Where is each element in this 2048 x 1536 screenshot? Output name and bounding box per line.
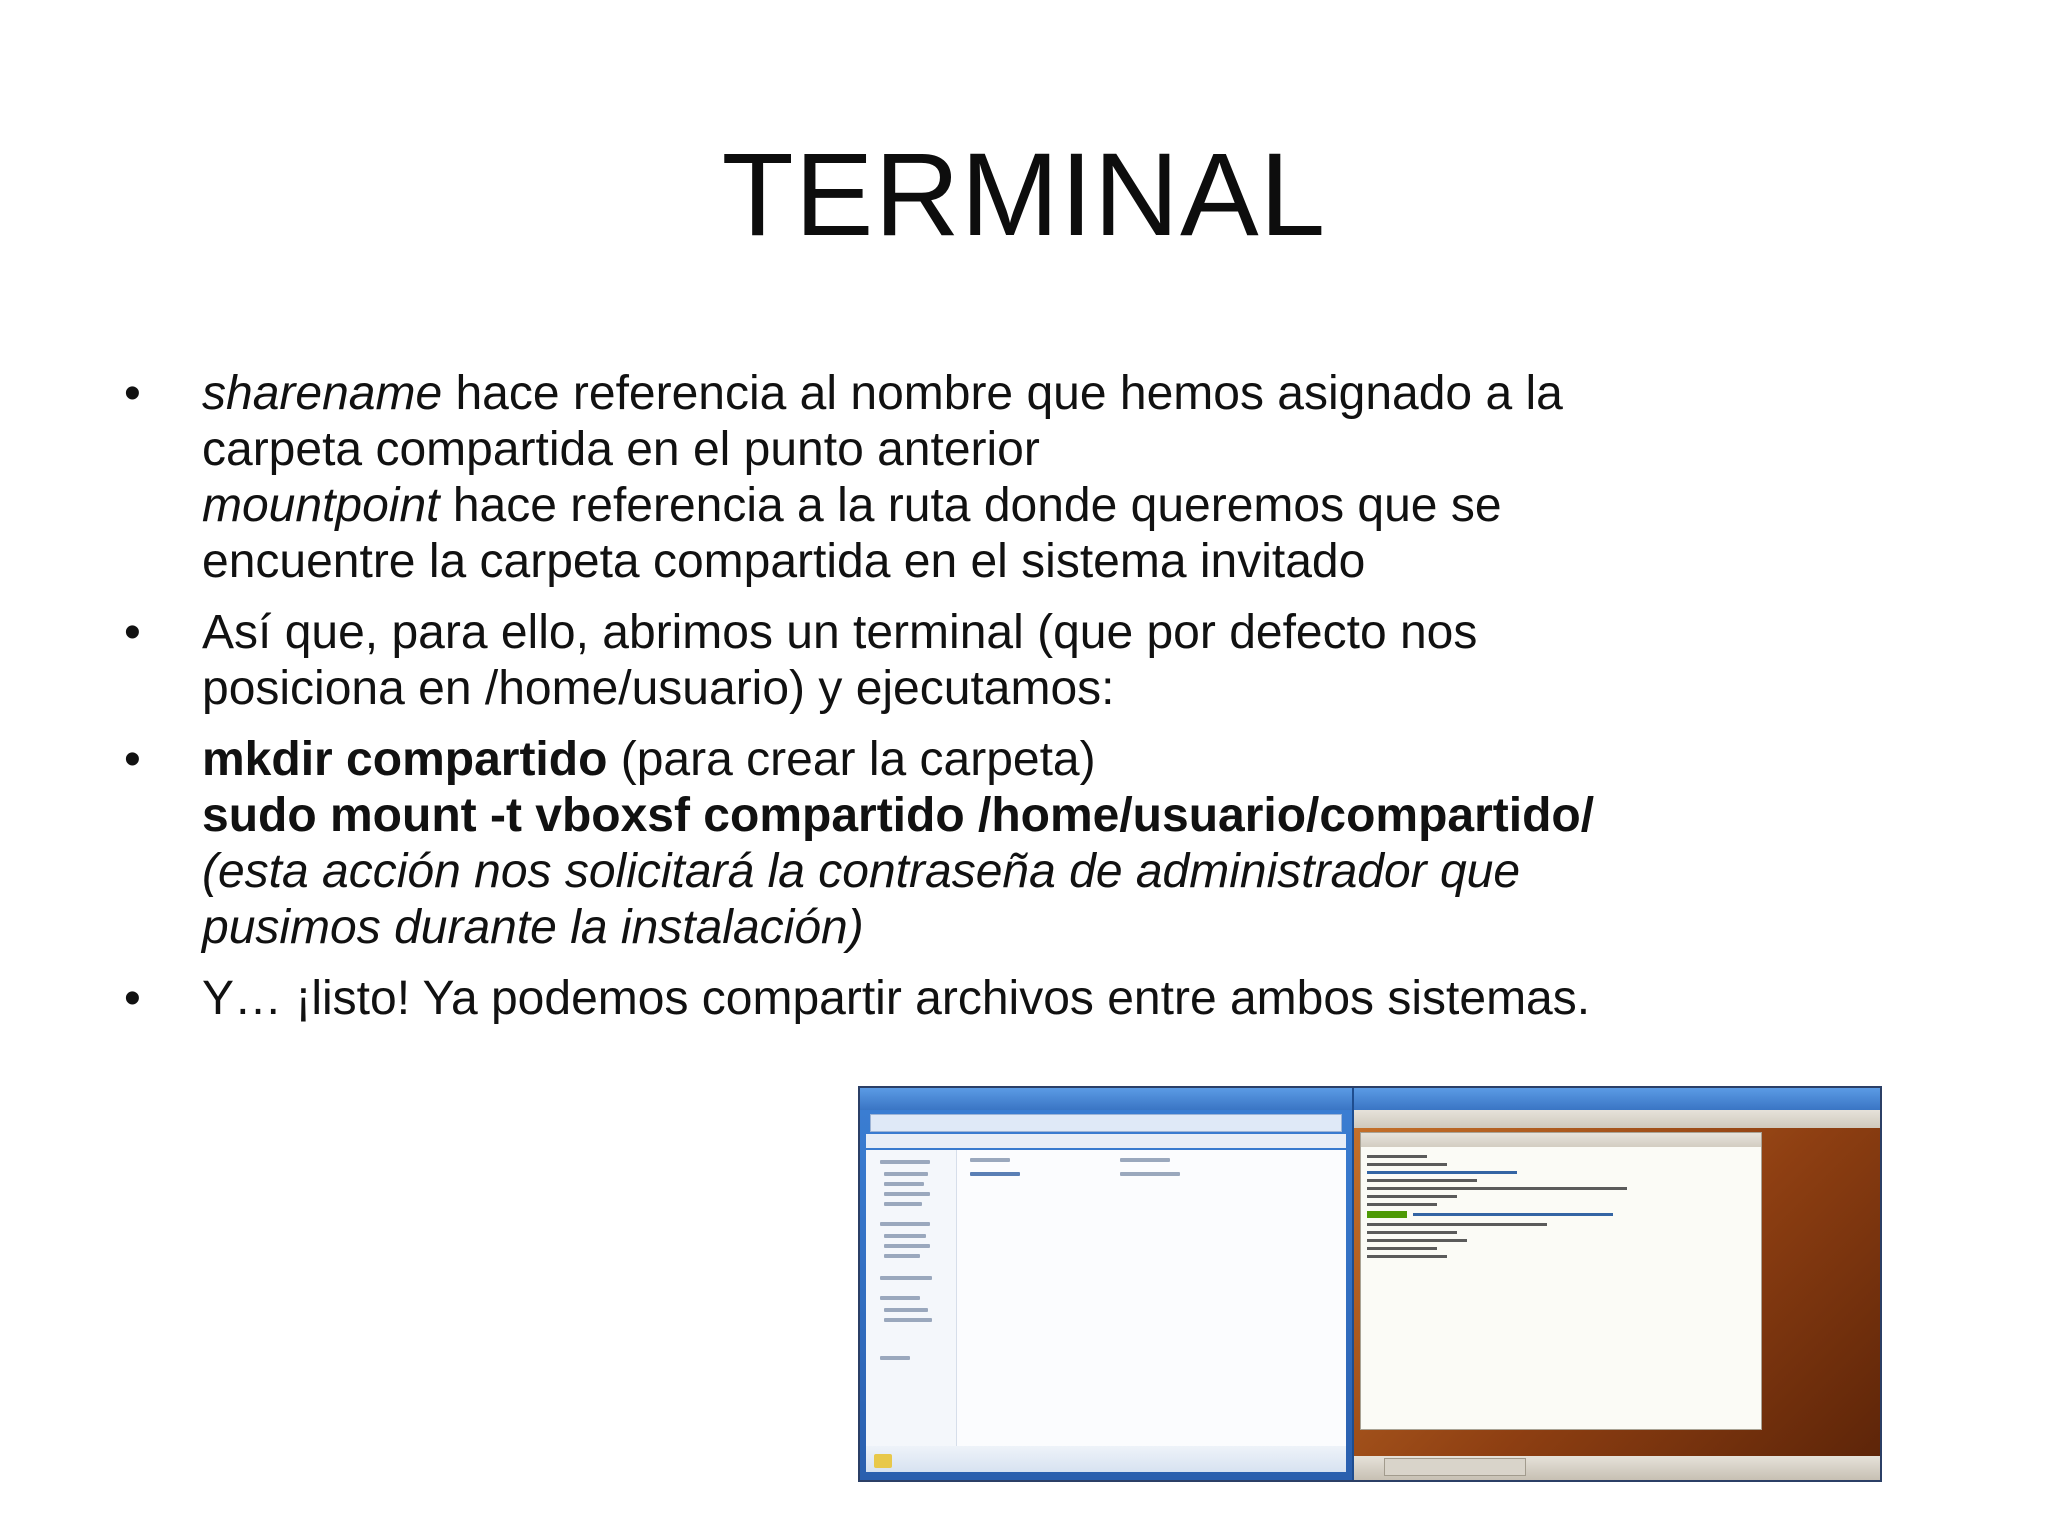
terminal-line bbox=[1367, 1163, 1447, 1166]
nav-item bbox=[884, 1244, 930, 1248]
bullet-line: carpeta compartida en el punto anterior bbox=[202, 423, 1040, 476]
nav-item bbox=[884, 1234, 926, 1238]
address-bar bbox=[870, 1114, 1342, 1132]
bullet-line: pusimos durante la instalación) bbox=[202, 901, 864, 954]
terminal-line bbox=[1413, 1213, 1613, 1216]
file-item bbox=[970, 1172, 1020, 1176]
terminal-window bbox=[1360, 1132, 1762, 1430]
bullet-list bbox=[120, 366, 1770, 1042]
nav-item bbox=[884, 1192, 930, 1196]
explorer-status-bar bbox=[866, 1446, 1346, 1472]
window-titlebar bbox=[1354, 1088, 1882, 1110]
terminal-line bbox=[1367, 1179, 1477, 1182]
file-item bbox=[1120, 1172, 1180, 1176]
terminal-line bbox=[1367, 1187, 1627, 1190]
bullet-marker: • bbox=[124, 733, 141, 786]
terminal-line bbox=[1367, 1223, 1547, 1226]
bullet-item-1 bbox=[120, 366, 1770, 590]
slide-title: TERMINAL bbox=[721, 129, 1327, 261]
column-header bbox=[1120, 1158, 1170, 1162]
column-header bbox=[970, 1158, 1010, 1162]
bullet-item-4 bbox=[120, 971, 1770, 1027]
bullet-line: encuentre la carpeta compartida en el sistema invitado bbox=[202, 535, 1366, 588]
nav-item bbox=[880, 1160, 930, 1164]
bullet-marker: • bbox=[124, 972, 141, 1025]
bullet-item-3 bbox=[120, 732, 1770, 956]
taskbar-button bbox=[1384, 1458, 1526, 1476]
nav-item bbox=[884, 1308, 928, 1312]
bullet-line: Así que, para ello, abrimos un terminal (que por defecto nos bbox=[202, 606, 1478, 659]
terminal-line bbox=[1367, 1195, 1457, 1198]
bullet-line: sharename hace referencia al nombre que hemos asignado a la bbox=[202, 367, 1563, 420]
nav-item bbox=[884, 1254, 920, 1258]
nav-item bbox=[884, 1318, 932, 1322]
bullet-item-2 bbox=[120, 605, 1770, 717]
nav-item bbox=[880, 1222, 930, 1226]
terminal-line bbox=[1367, 1247, 1437, 1250]
terminal-line bbox=[1367, 1211, 1407, 1218]
nav-item bbox=[884, 1172, 928, 1176]
terminal-menubar bbox=[1361, 1133, 1761, 1147]
nav-item bbox=[884, 1202, 922, 1206]
ubuntu-guest-window bbox=[1354, 1088, 1882, 1480]
nav-item bbox=[884, 1182, 924, 1186]
terminal-line bbox=[1367, 1255, 1447, 1258]
terminal-line bbox=[1367, 1155, 1427, 1158]
explorer-toolbar bbox=[866, 1134, 1346, 1148]
terminal-line bbox=[1367, 1203, 1437, 1206]
desktop-screenshot-image bbox=[858, 1086, 1882, 1482]
terminal-line bbox=[1367, 1239, 1467, 1242]
terminal-line bbox=[1367, 1231, 1457, 1234]
bullet-line: mountpoint hace referencia a la ruta donde queremos que se bbox=[202, 479, 1502, 532]
bullet-line: Y… ¡listo! Ya podemos compartir archivos entre ambos sistemas. bbox=[202, 972, 1591, 1025]
command-line: sudo mount -t vboxsf compartido /home/usuario/compartido/ bbox=[202, 789, 1595, 842]
terminal-line bbox=[1367, 1171, 1517, 1174]
windows-explorer-window bbox=[860, 1088, 1352, 1480]
bullet-marker: • bbox=[124, 367, 141, 420]
nav-item bbox=[880, 1276, 932, 1280]
nav-item bbox=[880, 1356, 910, 1360]
nav-item bbox=[880, 1296, 920, 1300]
bullet-line: mkdir compartido (para crear la carpeta) bbox=[202, 733, 1096, 786]
window-titlebar bbox=[860, 1088, 1352, 1110]
bullet-line: (esta acción nos solicitará la contraseña de administrador que bbox=[202, 845, 1521, 898]
bullet-marker: • bbox=[124, 606, 141, 659]
gnome-top-panel bbox=[1354, 1110, 1882, 1128]
folder-icon bbox=[874, 1454, 892, 1468]
bullet-line: posiciona en /home/usuario) y ejecutamos: bbox=[202, 662, 1115, 715]
